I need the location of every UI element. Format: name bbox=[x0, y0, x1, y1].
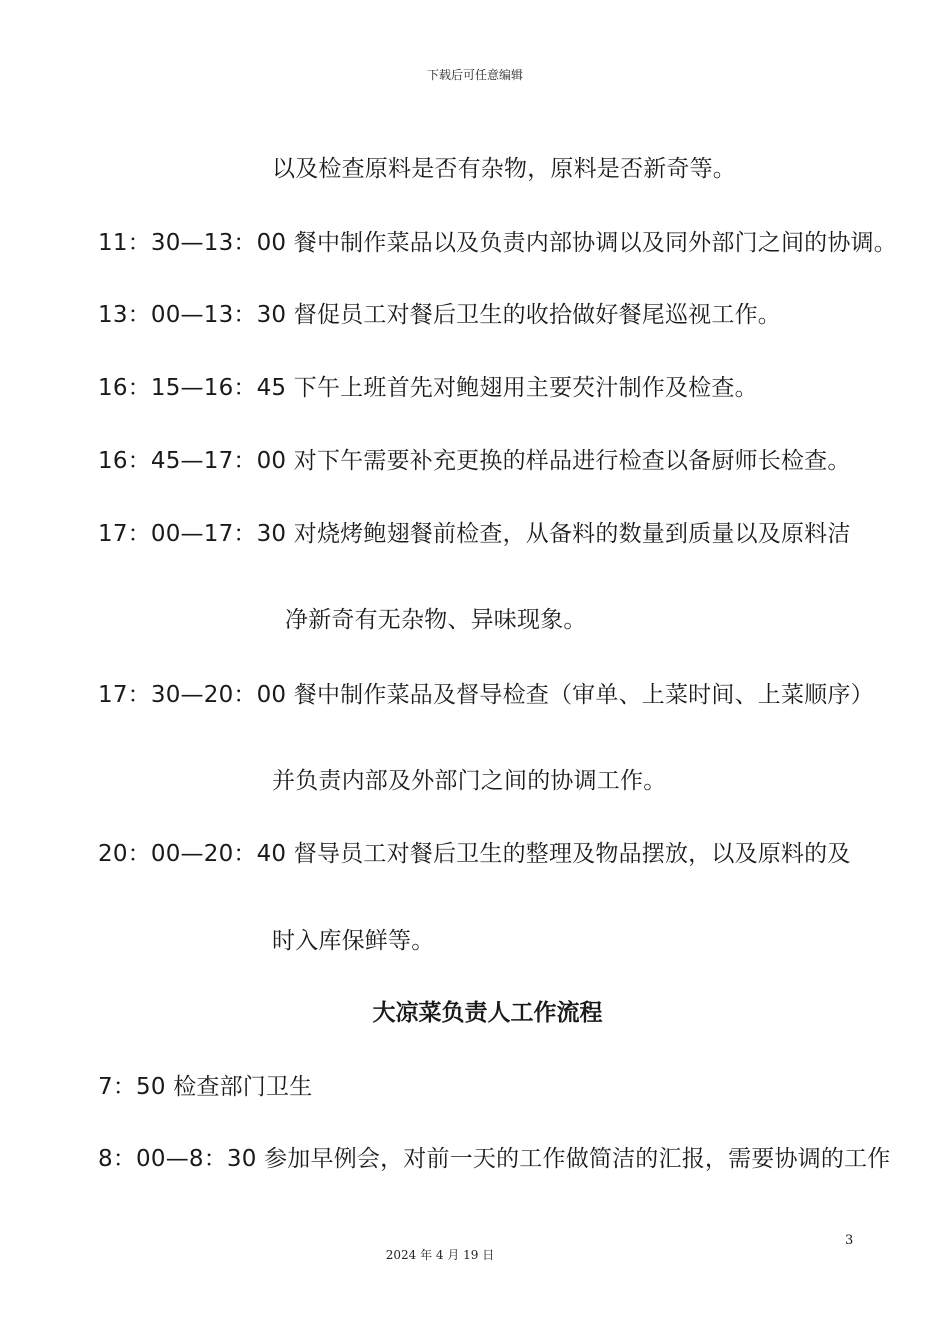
schedule-line: 20：00—20：40 督导员工对餐后卫生的整理及物品摆放，以及原料的及 bbox=[98, 841, 851, 867]
schedule-line: 17：00—17：30 对烧烤鲍翅餐前检查，从备料的数量到质量以及原料洁 bbox=[98, 521, 851, 547]
text-line-continuation: 时入库保鲜等。 bbox=[272, 928, 435, 954]
schedule-line: 16：45—17：00 对下午需要补充更换的样品进行检查以备厨师长检查。 bbox=[98, 448, 851, 474]
schedule-line: 11：30—13：00 餐中制作菜品以及负责内部协调以及同外部门之间的协调。 bbox=[98, 230, 897, 256]
page-header: 下载后可任意编辑 bbox=[426, 68, 523, 82]
schedule-line: 13：00—13：30 督促员工对餐后卫生的收拾做好餐尾巡视工作。 bbox=[98, 302, 781, 328]
schedule-line: 7：50 检查部门卫生 bbox=[98, 1074, 313, 1100]
section-title: 大凉菜负责人工作流程 bbox=[372, 1000, 603, 1026]
schedule-line: 17：30—20：00 餐中制作菜品及督导检查（审单、上菜时间、上菜顺序） bbox=[98, 682, 874, 708]
schedule-line: 16：15—16：45 下午上班首先对鲍翅用主要芡汁制作及检查。 bbox=[98, 375, 758, 401]
text-line-continuation: 并负责内部及外部门之间的协调工作。 bbox=[272, 768, 667, 794]
footer-date: 2024 年 4 月 19 日 bbox=[385, 1248, 495, 1262]
text-line-continuation: 净新奇有无杂物、异味现象。 bbox=[285, 607, 587, 633]
schedule-line: 8：00—8：30 参加早例会，对前一天的工作做简洁的汇报，需要协调的工作 bbox=[98, 1146, 891, 1172]
page-number: 3 bbox=[845, 1233, 854, 1248]
text-line-continuation: 以及检查原料是否有杂物，原料是否新奇等。 bbox=[272, 156, 736, 182]
